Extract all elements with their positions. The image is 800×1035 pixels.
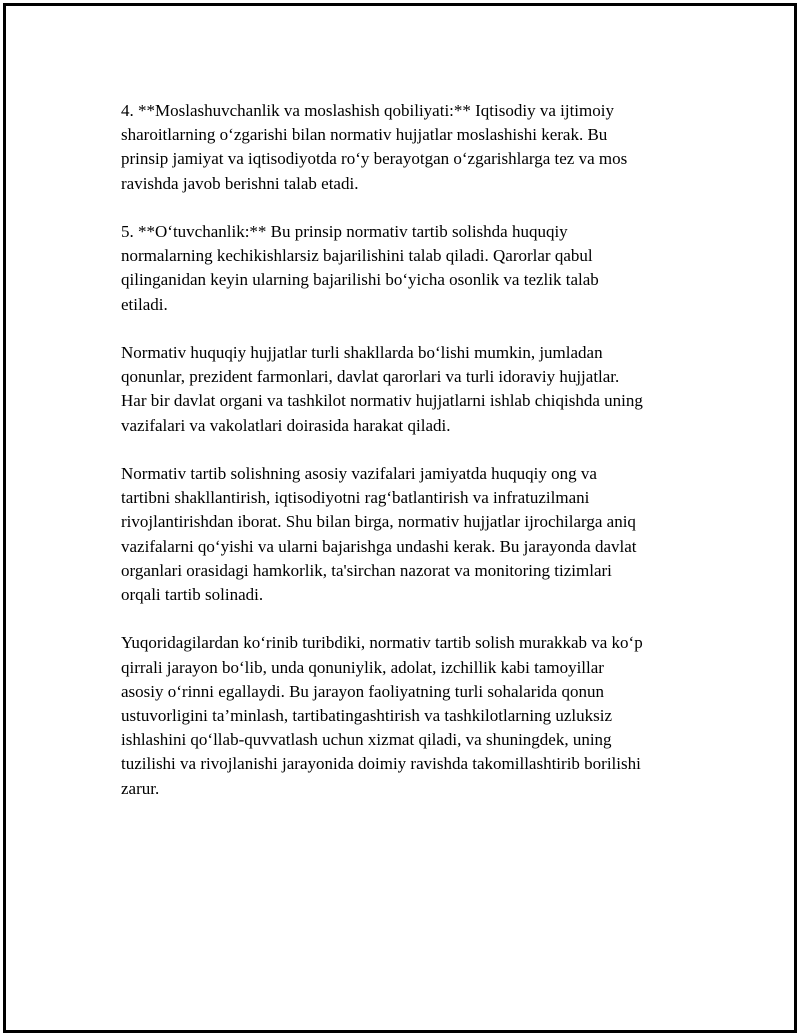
text-line: etiladi.	[121, 294, 168, 314]
text-line: 5. **Oʻtuvchanlik:** Bu prinsip normativ tartib solishda huquqiy	[121, 222, 568, 241]
paragraph-hujjatlar-shakllari	[121, 341, 701, 438]
text-line: 4. **Moslashuvchanlik va moslashish qobiliyati:** Iqtisodiy va ijtimoiy	[121, 101, 614, 120]
text-line: asosiy oʻrinni egallaydi. Bu jarayon faoliyatning turli sohalarida qonun	[121, 681, 604, 701]
text-line: qilinganidan keyin ularning bajarilishi boʻyicha osonlik va tezlik talab	[121, 270, 599, 290]
paragraph-otuvchanlik	[121, 220, 701, 317]
text-line: orqali tartib solinadi.	[121, 585, 264, 605]
text-line: vazifalarni qoʻyishi va ularni bajarishga undashi kerak. Bu jarayonda davlat	[121, 536, 637, 556]
text-line: Yuqoridagilardan koʻrinib turibdiki, normativ tartib solish murakkab va koʻp	[121, 633, 643, 653]
text-line: prinsip jamiyat va iqtisodiyotda roʻy berayotgan oʻzgarishlarga tez va mos	[121, 149, 628, 169]
text-line: ravishda javob berishni talab etadi.	[121, 173, 359, 193]
paragraph-vazifalar	[121, 462, 701, 607]
text-line: tartibni shakllantirish, iqtisodiyotni ragʻbatlantirish va infratuzilmani	[121, 488, 590, 508]
text-line: normalarning kechikishlarsiz bajarilishini talab qiladi. Qarorlar qabul	[121, 246, 593, 266]
text-line: vazifalari va vakolatlari doirasida harakat qiladi.	[121, 415, 451, 435]
text-line: Normativ huquqiy hujjatlar turli shakllarda boʻlishi mumkin, jumladan	[121, 343, 603, 362]
document-body	[121, 99, 701, 825]
text-line: tuzilishi va rivojlanishi jarayonida doimiy ravishda takomillashtirib borilishi	[121, 754, 641, 774]
paragraph-xulosa	[121, 631, 701, 800]
text-line: qonunlar, prezident farmonlari, davlat qarorlari va turli idoraviy hujjatlar.	[121, 367, 620, 387]
text-line: qirrali jarayon boʻlib, unda qonuniylik, adolat, izchillik kabi tamoyillar	[121, 657, 604, 677]
text-line: zarur.	[121, 778, 160, 798]
page-frame	[3, 3, 797, 1033]
text-line: ishlashini qoʻllab-quvvatlash uchun xizmat qiladi, va shuningdek, uning	[121, 730, 612, 750]
text-line: sharoitlarning oʻzgarishi bilan normativ hujjatlar moslashishi kerak. Bu	[121, 125, 608, 145]
text-line: ustuvorligini ta’minlash, tartibatingashtirish va tashkilotlarning uzluksiz	[121, 706, 613, 726]
paragraph-moslashuvchanlik	[121, 99, 701, 196]
text-line: rivojlantirishdan iborat. Shu bilan birga, normativ hujjatlar ijrochilarga aniq	[121, 512, 636, 532]
text-line: Har bir davlat organi va tashkilot normativ hujjatlarni ishlab chiqishda uning	[121, 391, 643, 411]
text-line: Normativ tartib solishning asosiy vazifalari jamiyatda huquqiy ong va	[121, 464, 597, 483]
text-line: organlari orasidagi hamkorlik, ta'sirchan nazorat va monitoring tizimlari	[121, 560, 612, 580]
